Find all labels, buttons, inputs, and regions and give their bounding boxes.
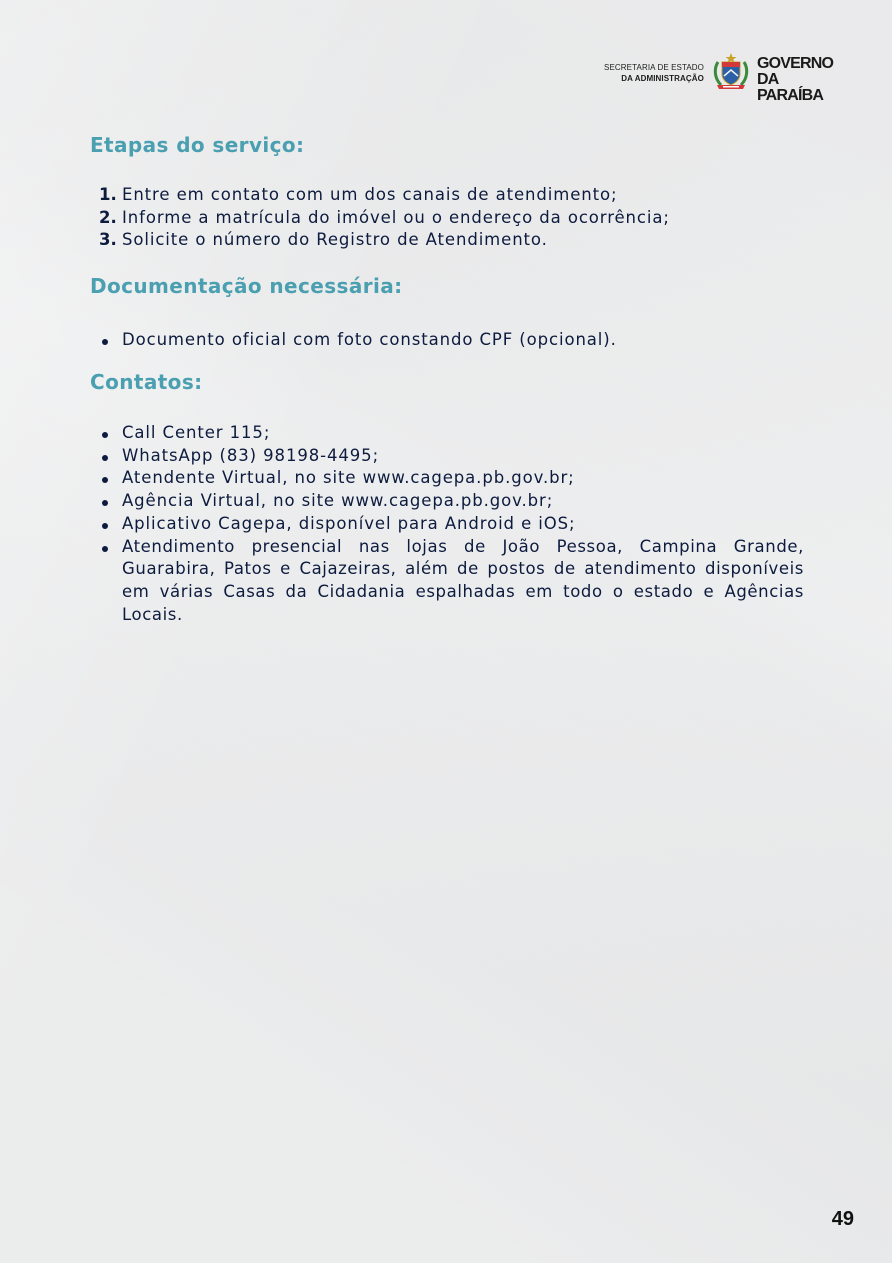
list-item-text: Call Center 115; (122, 423, 271, 442)
list-item (90, 490, 804, 513)
list-item (90, 207, 804, 230)
list-item-text: Atendente Virtual, no site www.cagepa.pb.gov.br; (122, 468, 575, 488)
etapas-list (90, 184, 804, 252)
contatos-title: Contatos: (90, 370, 203, 394)
list-item (90, 513, 804, 536)
list-item-text: Agência Virtual, no site www.cagepa.pb.gov.br; (122, 491, 554, 511)
bullet-icon (102, 339, 108, 345)
list-item (90, 184, 804, 207)
governo-line2: DA PARAÍBA (757, 71, 824, 104)
secretaria-label (600, 62, 704, 84)
list-item-text: Atendimento presencial nas lojas de João Pessoa, Campina Grande, Guarabira, Patos e Cajazeiras, além de postos de atendimento disponíveis em várias Casas da Cidadania espalhadas em todo o estado e Agências Locais. (122, 536, 804, 624)
etapas-title: Etapas do serviço: (90, 133, 305, 157)
list-item-text: Entre em contato com um dos canais de atendimento; (122, 185, 618, 204)
bullet-icon (102, 477, 108, 483)
list-item (90, 329, 804, 352)
list-item (90, 467, 804, 490)
list-item-text: Informe a matrícula do imóvel ou o endereço da ocorrência; (122, 207, 670, 227)
list-number: 1. (99, 185, 117, 204)
documentacao-list (90, 329, 804, 352)
list-item-text: WhatsApp (83) 98198-4495; (122, 445, 380, 465)
list-item-text: Documento oficial com foto constando CPF (opcional). (122, 330, 617, 349)
state-coat-of-arms-icon (711, 52, 751, 92)
contatos-list (90, 422, 804, 626)
list-item (90, 445, 804, 468)
page-number: 49 (831, 1208, 854, 1230)
bullet-icon (102, 500, 108, 506)
list-number: 2. (99, 207, 117, 227)
list-item-text: Solicite o número do Registro de Atendimento. (122, 230, 548, 250)
list-item (90, 536, 804, 627)
bullet-icon (102, 523, 108, 529)
bullet-icon (102, 455, 108, 461)
governo-logotype (757, 56, 845, 104)
list-item (90, 229, 804, 252)
bullet-icon (102, 432, 108, 438)
bullet-icon (102, 546, 108, 552)
list-number: 3. (99, 230, 117, 250)
list-item-text: Aplicativo Cagepa, disponível para Android e iOS; (122, 513, 576, 533)
secretaria-line1: SECRETARIA DE ESTADO (604, 63, 704, 72)
list-item (90, 422, 804, 445)
header-logo (600, 50, 845, 104)
secretaria-line2: DA ADMINISTRAÇÃO (621, 74, 704, 83)
documentacao-title: Documentação necessária: (90, 274, 403, 298)
governo-line1: GOVERNO (757, 55, 834, 72)
